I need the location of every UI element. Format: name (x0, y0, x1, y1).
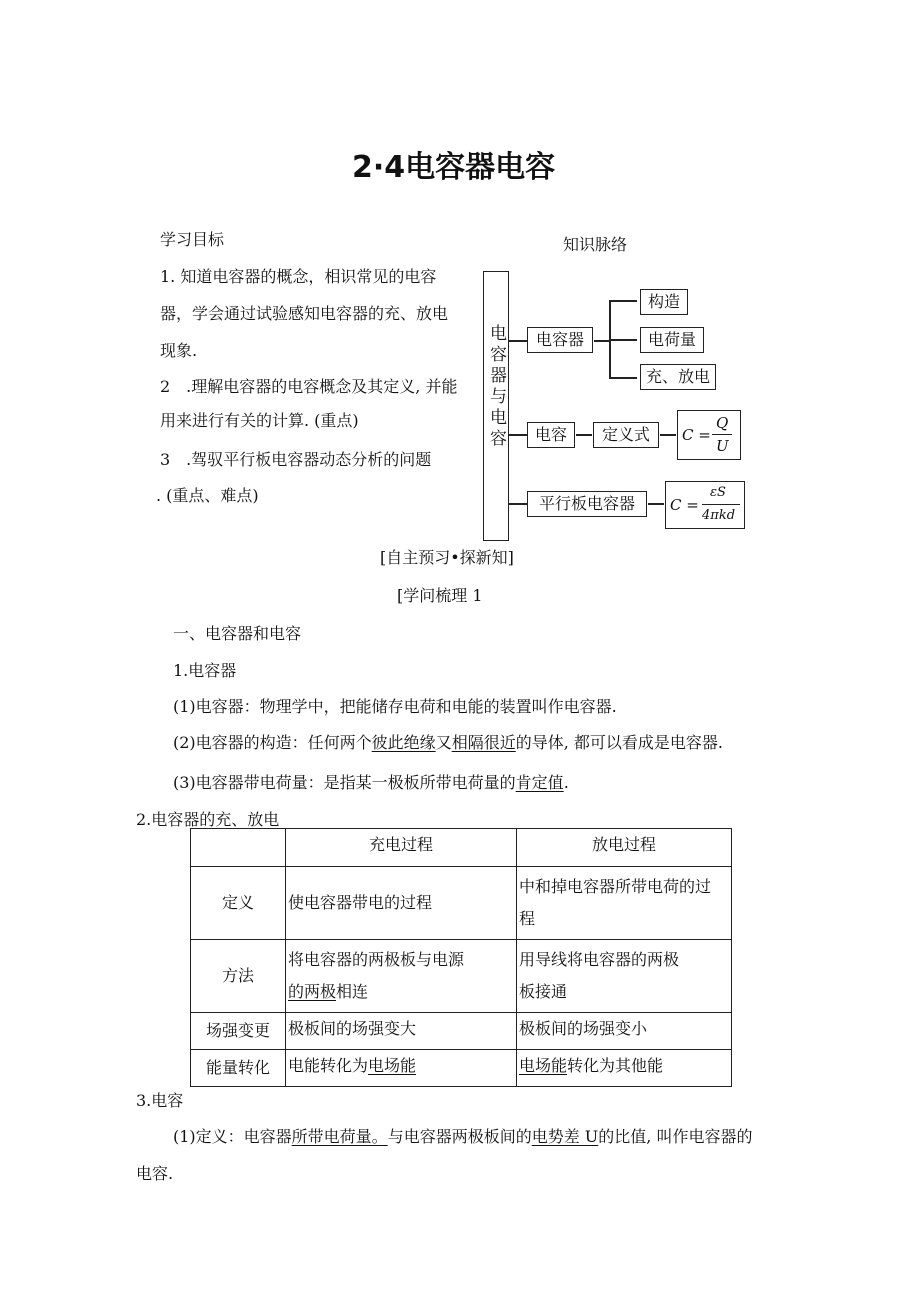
table-cell: 极板间的场强变大 (286, 1013, 517, 1050)
diagram-parallel-box: 平行板电容器 (527, 491, 647, 517)
diagram-charge-box: 电荷量 (640, 327, 704, 353)
formula2-lhs: C = (670, 496, 699, 514)
table-row (191, 1013, 732, 1050)
table-cell: 中和掉电容器所带电荷的过 程 (517, 867, 732, 940)
table-cell: 方法 (191, 940, 286, 1013)
objective-line: 1. 知道电容器的概念，相识常见的电容 (160, 267, 437, 286)
table-cell: 场强变更 (191, 1013, 286, 1050)
table-cell: 能量转化 (191, 1050, 286, 1087)
charge-discharge-table (190, 828, 732, 1087)
table-cell: 将电容器的两极板与电源 的两极相连 (286, 940, 517, 1013)
table-row (191, 829, 732, 867)
part-heading: 一、电容器和电容 (173, 624, 302, 643)
table-cell: 定义 (191, 867, 286, 940)
table-cell: 极板间的场强变小 (517, 1013, 732, 1050)
paragraph: (1)电容器：物理学中，把能储存电荷和电能的装置叫作电容器. (173, 697, 617, 716)
objective-line: 3 .驾驭平行板电容器动态分析的问题 (160, 450, 432, 469)
section-header: [学问梳理 1 (397, 586, 483, 605)
diagram-root-box (483, 271, 509, 541)
diagram-definition-box: 定义式 (593, 422, 659, 448)
page-title: 2·4电容器电容 (352, 150, 556, 185)
objective-line: 2 .理解电容器的电容概念及其定义, 并能 (160, 377, 458, 396)
table-cell: 使电容器带电的过程 (286, 867, 517, 940)
table-cell: 用导线将电容器的两极 板接通 (517, 940, 732, 1013)
diagram-root-label: 电容器与电容 (486, 324, 506, 450)
table-header: 充电过程 (286, 829, 517, 867)
table-cell: 电场能转化为其他能 (517, 1050, 732, 1087)
diagram-formula2-box (665, 481, 745, 529)
formula1-denominator: U (716, 437, 729, 455)
diagram-charge-discharge-box: 充、放电 (640, 364, 716, 390)
objective-line: . (重点、难点) (156, 486, 259, 505)
subsection-heading: 3.电容 (136, 1091, 184, 1110)
formula1-numerator: Q (716, 414, 729, 432)
diagram-capacitance-box: 电容 (527, 422, 575, 448)
table-row (191, 867, 732, 940)
objective-line: 用来进行有关的计算. (重点) (160, 411, 359, 430)
formula1-lhs: C = (682, 426, 711, 444)
objective-line: 现象. (160, 341, 198, 360)
table-header: 放电过程 (517, 829, 732, 867)
table-row (191, 940, 732, 1013)
subsection-heading: 2.电容器的充、放电 (136, 810, 280, 829)
diagram-structure-box: 构造 (640, 289, 688, 315)
formula2-denominator: 4πkd (702, 508, 736, 523)
objectives-heading: 学习目标 (160, 230, 225, 249)
diagram-heading: 知识脉络 (563, 235, 628, 254)
paragraph: (1)定义：电容器所带电荷量。与电容器两极板间的电势差 U的比值, 叫作电容器的 (173, 1127, 753, 1146)
formula2-numerator: εS (710, 485, 726, 500)
objective-line: 器，学会通过试验感知电容器的充、放电 (160, 304, 449, 323)
table-cell: 电能转化为电场能 (286, 1050, 517, 1087)
section-header: [自主预习•探新知] (380, 548, 514, 567)
subsection-heading: 1.电容器 (173, 661, 237, 680)
diagram-formula1-box (677, 410, 741, 460)
table-row (191, 1050, 732, 1087)
paragraph: 电容. (136, 1164, 174, 1183)
paragraph: (3)电容器带电荷量：是指某一极板所带电荷量的肯定值. (173, 773, 569, 792)
diagram-capacitor-box: 电容器 (527, 327, 593, 353)
paragraph: (2)电容器的构造：任何两个彼此绝缘又相隔很近的导体, 都可以看成是电容器. (173, 733, 723, 752)
